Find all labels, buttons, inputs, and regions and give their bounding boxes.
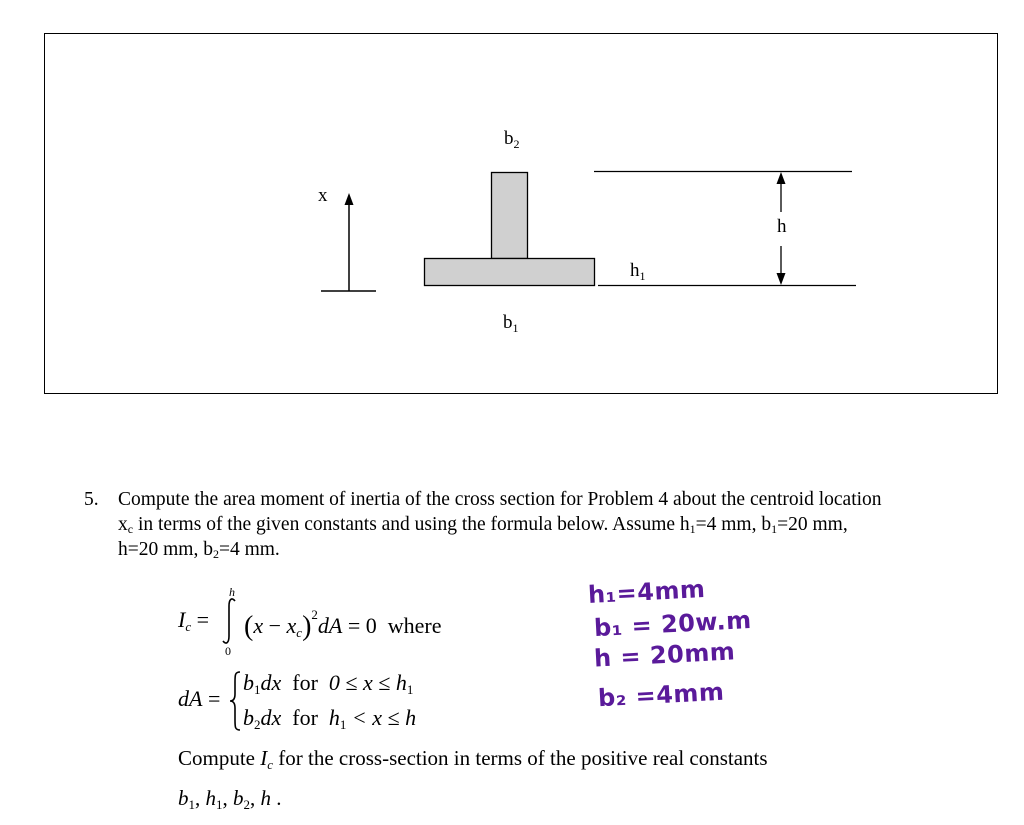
- compute-statement: Compute $I_c$ for the cross-section in terms of the positive real constants: [178, 746, 768, 772]
- problem-line-2: $x_c$ in terms of the given constants and using the formula below. Assume $h_1=4$ mm, $b_1=20$ mm,: [118, 514, 848, 536]
- x-axis-arrowhead: [345, 193, 354, 205]
- handwritten-note-b2: b₂ =4mm: [597, 677, 726, 713]
- handwritten-note-b1: b₁ = 20w.m: [593, 605, 753, 643]
- cases-brace: [228, 670, 242, 732]
- cross-section-figure: [0, 0, 1024, 400]
- handwritten-note-h1: h₁=4mm: [587, 574, 707, 610]
- label-b2: $b_2$: [504, 128, 520, 151]
- integral-upper-limit: h: [229, 585, 235, 599]
- da-lhs: dA =: [178, 686, 221, 711]
- da-case-2: $b_2dx$ for $h_1 < x \le h$: [243, 705, 417, 732]
- label-h: h: [777, 216, 787, 237]
- label-b1: $b_1$: [503, 312, 519, 335]
- h-arrowhead-up: [777, 172, 786, 184]
- handwritten-note-h: h = 20mm: [593, 637, 736, 673]
- ic-formula-lhs: $I_c$ =: [178, 607, 210, 634]
- integral-sign: [219, 597, 241, 645]
- integral-lower-limit: 0: [225, 644, 231, 658]
- h-arrowhead-down: [777, 273, 786, 285]
- problem-line-3: h=20 mm, $b_2=4$ mm.: [118, 539, 280, 561]
- da-case-1: $b_1dx$ for $0 \le x \le h_1$: [243, 670, 414, 697]
- constants-list: $b_1$, $h_1$, $b_2$, h .: [178, 786, 282, 812]
- label-h1: $h_1$: [630, 260, 646, 283]
- problem-number: 5.: [84, 489, 99, 510]
- flange-rectangle: [425, 259, 595, 286]
- web-rectangle: [492, 173, 528, 259]
- ic-formula-integrand: $(x - x_c)^2dA = 0$ where: [244, 607, 442, 642]
- label-x: x: [318, 185, 328, 206]
- problem-line-1: Compute the area moment of inertia of the cross section for Problem 4 about the centroid location: [118, 489, 882, 510]
